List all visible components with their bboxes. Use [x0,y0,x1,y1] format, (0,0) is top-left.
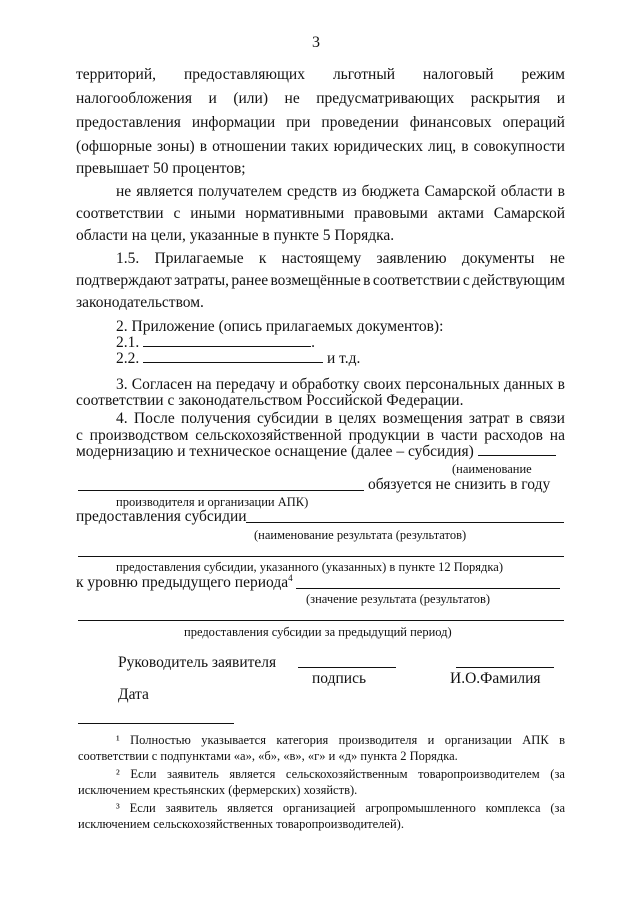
field-hint: предоставления субсидии, указанного (указанных) в пункте 12 Порядка) [116,560,503,574]
word: указывается [201,733,266,747]
line-text: к уровню предыдущего периода [76,574,289,591]
field-hint: (наименование результата (результатов) [254,528,467,542]
word: 3. [116,376,128,393]
word: бюджета [361,183,420,200]
date-label: Дата [118,686,149,703]
word: обработку [291,376,360,393]
word: в [426,427,435,444]
word: целях [338,410,377,427]
word: Прилагаемые [154,250,244,267]
word: предоставляющих [183,66,305,83]
word: является [229,767,276,781]
word: в [557,183,565,200]
word: в [559,733,565,747]
word: проведении [321,114,399,131]
word: продукции [348,427,420,444]
word: в [557,376,565,393]
word: производителя [338,733,418,747]
word: заявитель [165,801,218,815]
word: территорий, [76,66,156,83]
word: ¹ [116,733,120,747]
word: действующим [472,272,565,289]
item-number: 2.2. [116,350,140,367]
word: и [279,376,288,393]
word: персональных [405,376,500,393]
word: (за [550,767,565,781]
word: (за [550,801,565,815]
word: операций [502,114,565,131]
word: в [461,138,469,155]
word: Полностью [130,733,191,747]
word: отношении [212,138,287,155]
blank-line [478,443,556,456]
blank-line [78,620,564,621]
word: соответствии [372,272,461,289]
word: связи [529,410,565,427]
word: ³ [116,801,120,815]
word: организацией [282,801,356,815]
word: Самарской [424,183,496,200]
word: затраты, [174,272,229,289]
word: Самарской [493,205,565,222]
body-line [76,114,565,132]
word: правовыми [354,205,428,222]
word: своих [363,376,402,393]
word: не [284,90,300,107]
name-line [456,667,554,668]
body-line: законодательством. [76,294,204,311]
word: льготный [332,66,396,83]
word: нормативными [245,205,345,222]
body-line [76,205,565,223]
word: предусматривающих [316,90,455,107]
blank-line [143,350,323,363]
word: комплекса [485,801,541,815]
body-line: превышает 50 процентов; [76,160,246,177]
word: заявлению [376,250,447,267]
word: с [462,272,470,289]
word: актами [437,205,484,222]
field-hint: предоставления субсидии за предыдущий период) [184,625,452,639]
word: субсидии [256,410,319,427]
body-line [116,250,565,268]
word: получателем [198,183,282,200]
word: при [286,114,311,131]
body-line [76,574,293,592]
word: финансовых [409,114,492,131]
word: производством [89,427,189,444]
word: в [199,138,208,155]
word: и [556,90,565,107]
word: налоговый [423,66,494,83]
body-line [76,443,556,461]
word: категория [276,733,329,747]
word: Согласен [131,376,193,393]
word: сельскохозяйственным [285,767,408,781]
word: в [515,410,524,427]
body-line: соответствии с законодательством Российской Федерации. [76,392,464,409]
name-hint: И.О.Фамилия [450,670,541,687]
word: данных [503,376,554,393]
word: организации [444,733,512,747]
word: АПК [522,733,549,747]
word: юридических [333,138,423,155]
word: заявитель [167,767,219,781]
blank-line [78,556,564,557]
footnote-line: соответствии с подпунктами «а», «б», «в», «г» и «д» пункта 2 Порядка. [78,749,458,763]
item-terminator: . [311,334,315,351]
blank-line [246,522,564,523]
word: и [427,733,435,747]
word: и [208,90,217,107]
word: документы [461,250,535,267]
word: в [324,410,333,427]
appendix-heading: 2. Приложение (опись прилагаемых документов): [116,318,444,335]
word: возмещённые [270,272,361,289]
footnote-line [116,800,565,816]
word: является [136,183,194,200]
body-line [76,90,565,108]
body-line: предоставления субсидии [76,508,247,525]
word: соответствии [76,205,164,222]
body-line [116,183,565,201]
word: в [363,272,371,289]
word: с [173,205,181,222]
word: товаропроизводителем [418,767,540,781]
page-number: 3 [312,34,320,51]
appendix-item-2 [116,350,360,368]
word: (офшорные [76,138,152,155]
body-line [76,138,565,156]
item-number: 2.1. [116,334,140,351]
word: агропромышленного [365,801,476,815]
word: раскрытия [470,90,541,107]
word: 1.5. [116,250,140,267]
word: является [227,801,274,815]
word: области [500,183,553,200]
word: на [549,427,565,444]
body-line [76,272,565,290]
word: После [133,410,175,427]
word: передачу [215,376,276,393]
word: средств [286,183,338,200]
word: Если [129,801,156,815]
word: подтверждают [76,272,172,289]
item-terminator: и т.д. [327,350,361,367]
word: сельскохозяйственной [195,427,342,444]
word: не [549,250,565,267]
word: предоставления [76,114,181,131]
footnote-line [116,732,565,748]
footnote-line [116,766,565,782]
blank-line [296,588,560,589]
footnote-separator [78,723,234,724]
footnote-ref: 4 [288,572,293,583]
word: режим [521,66,565,83]
word: 4. [116,410,128,427]
word: ² [116,767,120,781]
body-line: области на цели, указанные в пункте 5 Порядка. [76,227,395,244]
footnote-line: исключением крестьянских (фермерских) хозяйств). [78,783,358,797]
word: налогообложения [76,90,192,107]
word: Если [130,767,157,781]
word: не [116,183,132,200]
body-line [116,410,565,428]
head-label: Руководитель заявителя [118,654,277,671]
word: из [342,183,357,200]
signature-hint: подпись [312,670,367,687]
signature-line [298,667,396,668]
body-line [76,66,565,84]
word: с [76,427,83,444]
field-hint: производителя и организации АПК) [116,495,309,509]
footnote-line: исключением сельскохозяйственных товаропроизводителей). [78,817,404,831]
word: информации [191,114,276,131]
word: совокупности [473,138,565,155]
blank-line [143,334,311,347]
word: на [196,376,212,393]
word: (или) [233,90,268,107]
blank-line [78,490,364,491]
word: лиц, [427,138,457,155]
field-hint: (наименование [452,462,532,476]
word: зоны) [157,138,195,155]
line-text: модернизацию и техническое оснащение (далее – субсидия) [76,443,474,460]
word: части [440,427,478,444]
word: затрат [468,410,510,427]
word: иными [190,205,236,222]
word: к [258,250,267,267]
word: настоящему [281,250,362,267]
word: таких [291,138,329,155]
body-line: обязуется не снизить в году [368,476,551,493]
word: ранее [231,272,269,289]
word: возмещения [382,410,463,427]
word: расходов [484,427,544,444]
word: получения [180,410,251,427]
field-hint: (значение результата (результатов) [306,592,491,606]
